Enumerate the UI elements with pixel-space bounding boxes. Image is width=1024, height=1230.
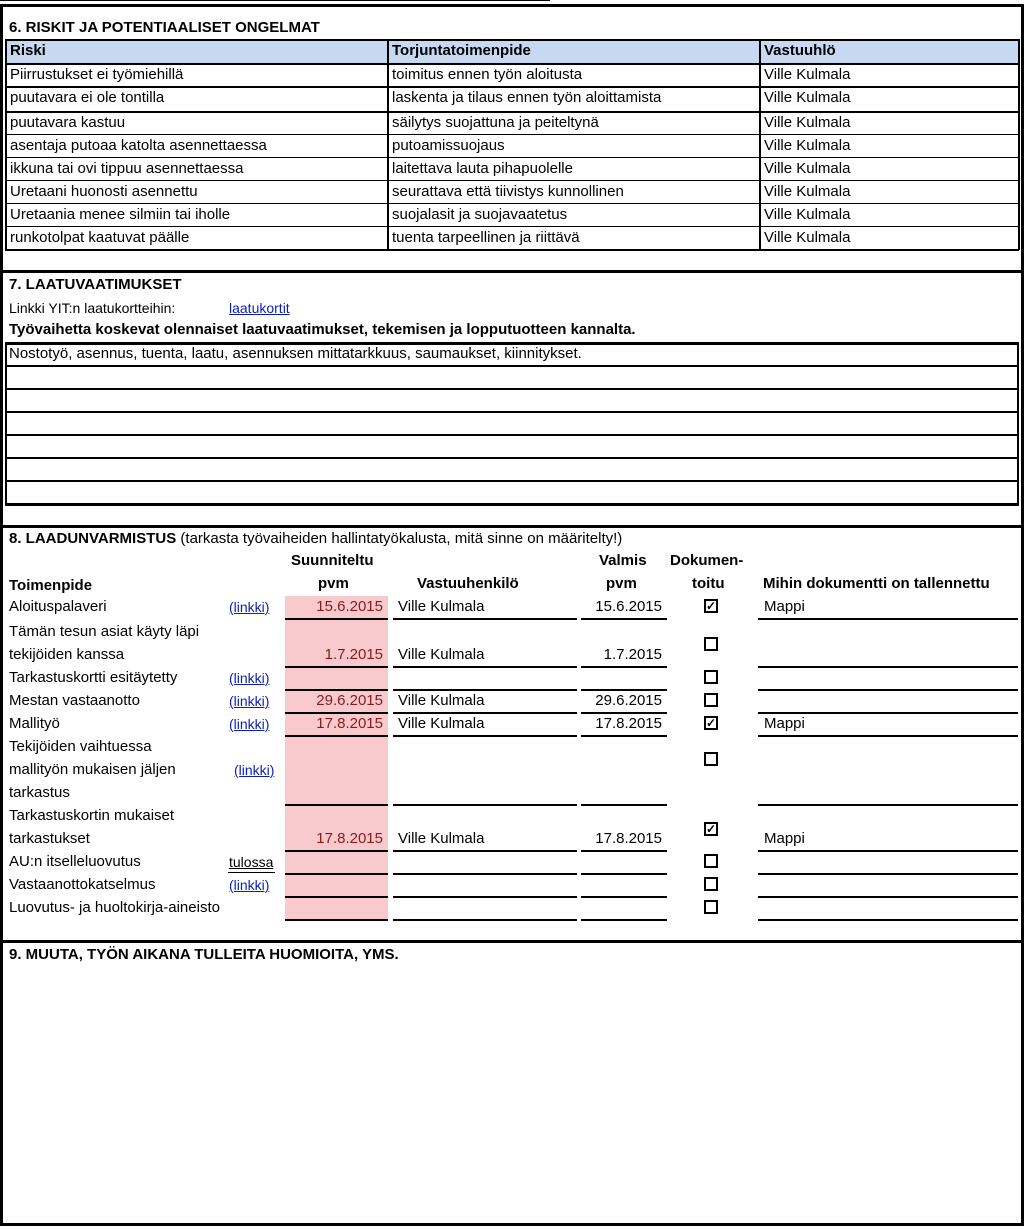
qa-action-text: AU:n itselleluovutus xyxy=(9,853,141,870)
notes-area[interactable] xyxy=(3,968,1021,1222)
qa-link[interactable]: (linkki) xyxy=(234,762,275,778)
person-underline xyxy=(393,896,577,898)
section-divider-7 xyxy=(0,270,1024,273)
risk-cell-vastuu: Ville Kulmala xyxy=(764,137,851,154)
pending-underline xyxy=(228,872,275,873)
header-responsible: Vastuuhenkilö xyxy=(417,575,519,592)
section-divider-8 xyxy=(0,525,1024,528)
risk-header-riski: Riski xyxy=(10,42,46,59)
planned-date-underline xyxy=(285,873,388,875)
storage-underline xyxy=(758,896,1018,898)
header-done-1: Valmis xyxy=(599,552,647,569)
section-8-title: 8. LAADUNVARMISTUS xyxy=(9,530,177,547)
qa-done-date[interactable]: 15.6.2015 xyxy=(595,598,662,615)
header-planned-2: pvm xyxy=(318,575,349,592)
qa-action-text: Luovutus- ja huoltokirja-aineisto xyxy=(9,899,220,916)
risk-cell-torjunta: seurattava että tiivistys kunnollinen xyxy=(392,183,624,200)
storage-underline xyxy=(758,850,1018,852)
risk-cell-torjunta: laitettava lauta pihapuolelle xyxy=(392,160,573,177)
planned-date-underline xyxy=(285,850,388,852)
qa-planned-date[interactable]: 15.6.2015 xyxy=(316,598,383,615)
documented-checkbox[interactable] xyxy=(704,752,718,766)
quality-box-right xyxy=(1017,342,1019,505)
qa-done-date[interactable]: 17.8.2015 xyxy=(595,715,662,732)
header-planned-1: Suunniteltu xyxy=(291,552,374,569)
qa-done-date[interactable]: 29.6.2015 xyxy=(595,692,662,709)
header-doc-2: toitu xyxy=(692,575,725,592)
planned-date-underline xyxy=(285,666,388,668)
qa-done-date[interactable]: 1.7.2015 xyxy=(603,646,662,663)
planned-date-underline xyxy=(285,896,388,898)
risk-cell-vastuu: Ville Kulmala xyxy=(764,89,851,106)
qa-storage-location[interactable]: Mappi xyxy=(764,598,805,615)
qa-responsible-person[interactable]: Ville Kulmala xyxy=(398,715,485,732)
risk-cell-riski: puutavara ei ole tontilla xyxy=(10,89,165,106)
done-date-underline xyxy=(581,804,667,806)
qa-planned-date[interactable]: 17.8.2015 xyxy=(316,715,383,732)
storage-underline xyxy=(758,618,1018,620)
qa-responsible-person[interactable]: Ville Kulmala xyxy=(398,692,485,709)
risk-cell-riski: Uretaani huonosti asennettu xyxy=(10,183,198,200)
section-divider-9 xyxy=(0,940,1024,943)
quality-link-label: Linkki YIT:n laatukortteihin: xyxy=(9,300,176,316)
qa-action-text: Tarkastuskortin mukaiset xyxy=(9,807,175,824)
risk-cell-riski: puutavara kastuu xyxy=(10,114,126,131)
planned-date-underline xyxy=(285,804,388,806)
risk-cell-vastuu: Ville Kulmala xyxy=(764,206,851,223)
person-underline xyxy=(393,804,577,806)
done-date-underline xyxy=(581,618,667,620)
qa-link[interactable]: (linkki) xyxy=(229,716,270,732)
quality-row-line xyxy=(5,480,1019,482)
done-date-underline xyxy=(581,850,667,852)
qa-link[interactable]: (linkki) xyxy=(229,599,270,615)
qa-action-text: mallityön mukaisen jäljen xyxy=(9,761,176,778)
quality-cards-link[interactable]: laatukortit xyxy=(229,300,290,316)
qa-storage-location[interactable]: Mappi xyxy=(764,715,805,732)
planned-date-underline xyxy=(285,919,388,921)
risk-cell-torjunta: tuenta tarpeellinen ja riittävä xyxy=(392,229,580,246)
risk-cell-torjunta: laskenta ja tilaus ennen työn aloittamista xyxy=(392,89,662,106)
documented-checkbox-checked[interactable]: ✓ xyxy=(706,822,717,836)
risk-cell-vastuu: Ville Kulmala xyxy=(764,229,851,246)
header-action: Toimenpide xyxy=(9,577,93,594)
qa-planned-date[interactable]: 29.6.2015 xyxy=(316,692,383,709)
qa-action-text: Mallityö xyxy=(9,715,60,732)
person-underline xyxy=(393,618,577,620)
quality-row-line xyxy=(5,457,1019,459)
quality-box-left xyxy=(5,342,7,505)
qa-action-text: Tekijöiden vaihtuessa xyxy=(9,738,152,755)
section-8-note: (tarkasta työvaiheiden hallintatyökalusta, mitä sinne on määritelty!) xyxy=(180,530,623,547)
quality-row-line xyxy=(5,434,1019,436)
qa-action-text: Mestan vastaanotto xyxy=(9,692,140,709)
done-date-underline xyxy=(581,919,667,921)
top-underline xyxy=(0,0,550,1)
risk-table-col-line xyxy=(1018,39,1020,250)
storage-underline xyxy=(758,873,1018,875)
risk-header-vastuu: Vastuuhlö xyxy=(764,42,836,59)
storage-underline xyxy=(758,804,1018,806)
risk-cell-riski: ikkuna tai ovi tippuu asennettaessa xyxy=(10,160,244,177)
qa-responsible-person[interactable]: Ville Kulmala xyxy=(398,830,485,847)
risk-header-torjunta: Torjuntatoimenpide xyxy=(392,42,531,59)
risk-cell-riski: runkotolpat kaatuvat päälle xyxy=(10,229,190,246)
qa-planned-date[interactable]: 17.8.2015 xyxy=(316,830,383,847)
header-done-2: pvm xyxy=(606,575,637,592)
bottom-border xyxy=(0,1223,1024,1226)
qa-action-text: tekijöiden kanssa xyxy=(9,646,125,663)
section-9-title: 9. MUUTA, TYÖN AIKANA TULLEITA HUOMIOITA, YMS. xyxy=(9,946,399,963)
person-underline xyxy=(393,873,577,875)
qa-link-pending: tulossa xyxy=(229,854,274,870)
documented-checkbox[interactable] xyxy=(704,877,718,891)
risk-cell-riski: Piirrustukset ei työmiehillä xyxy=(10,66,184,83)
risk-cell-vastuu: Ville Kulmala xyxy=(764,66,851,83)
risk-cell-torjunta: putoamissuojaus xyxy=(392,137,505,154)
risk-cell-riski: asentaja putoaa katolta asennettaessa xyxy=(10,137,267,154)
qa-action-text: Aloituspalaveri xyxy=(9,598,107,615)
qa-link[interactable]: (linkki) xyxy=(229,670,270,686)
section-8-heading xyxy=(9,529,622,549)
header-storage: Mihin dokumentti on tallennettu xyxy=(763,575,990,592)
done-date-underline xyxy=(581,735,667,737)
storage-underline xyxy=(758,689,1018,691)
risk-cell-vastuu: Ville Kulmala xyxy=(764,183,851,200)
done-date-underline xyxy=(581,666,667,668)
person-underline xyxy=(393,666,577,668)
qa-responsible-person[interactable]: Ville Kulmala xyxy=(398,598,485,615)
qa-action-text: Tarkastuskortti esitäytetty xyxy=(9,669,178,686)
quality-row-line xyxy=(5,365,1019,367)
qa-action-text: tarkastukset xyxy=(9,830,90,847)
risk-cell-riski: Uretaania menee silmiin tai iholle xyxy=(10,206,231,223)
quality-row-line xyxy=(5,411,1019,413)
header-doc-1: Dokumen- xyxy=(670,552,744,569)
qa-action-text: Tämän tesun asiat käyty läpi xyxy=(9,623,200,640)
risk-cell-vastuu: Ville Kulmala xyxy=(764,160,851,177)
top-border xyxy=(0,4,1024,7)
documented-checkbox-checked[interactable]: ✓ xyxy=(706,599,717,613)
section-6-title: 6. RISKIT JA POTENTIAALISET ONGELMAT xyxy=(9,19,320,36)
qa-responsible-person[interactable]: Ville Kulmala xyxy=(398,646,485,663)
quality-row-text: Nostotyö, asennus, tuenta, laatu, asennuksen mittatarkkuus, saumaukset, kiinnitykset. xyxy=(9,345,582,362)
qa-planned-date[interactable]: 1.7.2015 xyxy=(324,646,383,663)
qa-action-text: tarkastus xyxy=(9,784,70,801)
qa-link[interactable]: (linkki) xyxy=(229,693,270,709)
person-underline xyxy=(393,850,577,852)
storage-underline xyxy=(758,735,1018,737)
documented-checkbox[interactable] xyxy=(704,693,718,707)
qa-action-text: Vastaanottokatselmus xyxy=(9,876,156,893)
risk-cell-vastuu: Ville Kulmala xyxy=(764,114,851,131)
risk-cell-torjunta: säilytys suojattuna ja peiteltynä xyxy=(392,114,599,131)
person-underline xyxy=(393,919,577,921)
done-date-underline xyxy=(581,873,667,875)
documented-checkbox[interactable] xyxy=(704,670,718,684)
quality-row-line xyxy=(5,388,1019,390)
qa-done-date[interactable]: 17.8.2015 xyxy=(595,830,662,847)
person-underline xyxy=(393,735,577,737)
section-7-title: 7. LAATUVAATIMUKSET xyxy=(9,276,182,293)
documented-checkbox[interactable] xyxy=(704,637,718,651)
storage-underline xyxy=(758,919,1018,921)
done-date-underline xyxy=(581,896,667,898)
documented-checkbox[interactable] xyxy=(704,900,718,914)
storage-underline xyxy=(758,666,1018,668)
planned-date-underline xyxy=(285,735,388,737)
planned-date-underline xyxy=(285,618,388,620)
quality-row-line xyxy=(5,503,1019,506)
risk-cell-torjunta: suojalasit ja suojavaatetus xyxy=(392,206,568,223)
quality-subtitle: Työvaihetta koskevat olennaiset laatuvaatimukset, tekemisen ja lopputuotteen kannalta. xyxy=(9,321,636,338)
risk-cell-torjunta: toimitus ennen työn aloitusta xyxy=(392,66,583,83)
qa-link[interactable]: (linkki) xyxy=(229,877,270,893)
documented-checkbox[interactable] xyxy=(704,854,718,868)
documented-checkbox-checked[interactable]: ✓ xyxy=(706,716,717,730)
risk-table-row-line xyxy=(5,249,1019,251)
qa-storage-location[interactable]: Mappi xyxy=(764,830,805,847)
